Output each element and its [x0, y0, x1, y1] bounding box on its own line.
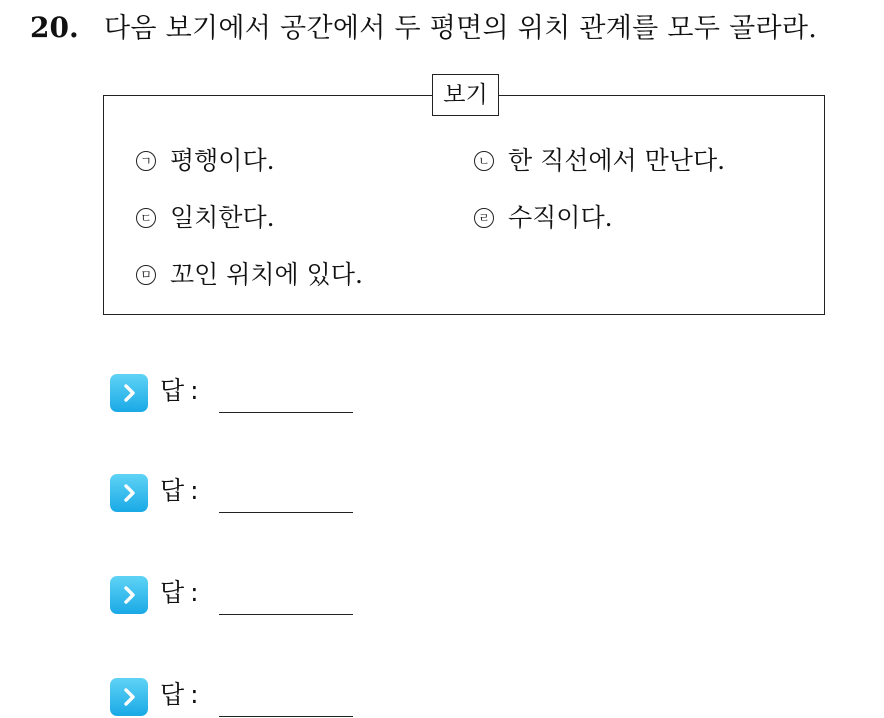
- chevron-right-icon: [110, 576, 148, 614]
- answer-row-1: [110, 372, 353, 413]
- circled-marker-icon: ㄷ: [136, 208, 156, 228]
- answer-row-4: [110, 676, 353, 717]
- circled-marker-icon: ㄹ: [474, 208, 494, 228]
- circled-marker-icon: ㄱ: [136, 151, 156, 171]
- answer-label: 답 :: [160, 680, 199, 709]
- example-box-title: 보기: [432, 74, 499, 116]
- answer-label: 답 :: [160, 578, 199, 607]
- option-text: 한 직선에서 만난다.: [508, 146, 726, 175]
- answer-label: 답 :: [160, 476, 199, 505]
- option-e: [136, 260, 363, 290]
- question-number: 20.: [30, 11, 79, 44]
- question-text: 다음 보기에서 공간에서 두 평면의 위치 관계를 모두 골라라.: [104, 13, 818, 44]
- option-text: 수직이다.: [508, 203, 613, 232]
- answer-blank[interactable]: [219, 372, 353, 413]
- example-box: [103, 82, 825, 315]
- question-header: [30, 10, 817, 47]
- answer-blank[interactable]: [219, 472, 353, 513]
- option-c: [136, 203, 275, 233]
- answer-label: 답 :: [160, 376, 199, 405]
- circled-marker-icon: ㄴ: [474, 151, 494, 171]
- option-a: [136, 146, 275, 176]
- chevron-right-icon: [110, 474, 148, 512]
- answer-blank[interactable]: [219, 676, 353, 717]
- answer-row-2: [110, 472, 353, 513]
- answer-blank[interactable]: [219, 574, 353, 615]
- option-d: [474, 203, 613, 233]
- option-b: [474, 146, 725, 176]
- circled-marker-icon: ㅁ: [136, 265, 156, 285]
- answer-row-3: [110, 574, 353, 615]
- option-text: 일치한다.: [170, 203, 275, 232]
- option-text: 꼬인 위치에 있다.: [170, 260, 363, 289]
- chevron-right-icon: [110, 374, 148, 412]
- chevron-right-icon: [110, 678, 148, 716]
- option-text: 평행이다.: [170, 146, 275, 175]
